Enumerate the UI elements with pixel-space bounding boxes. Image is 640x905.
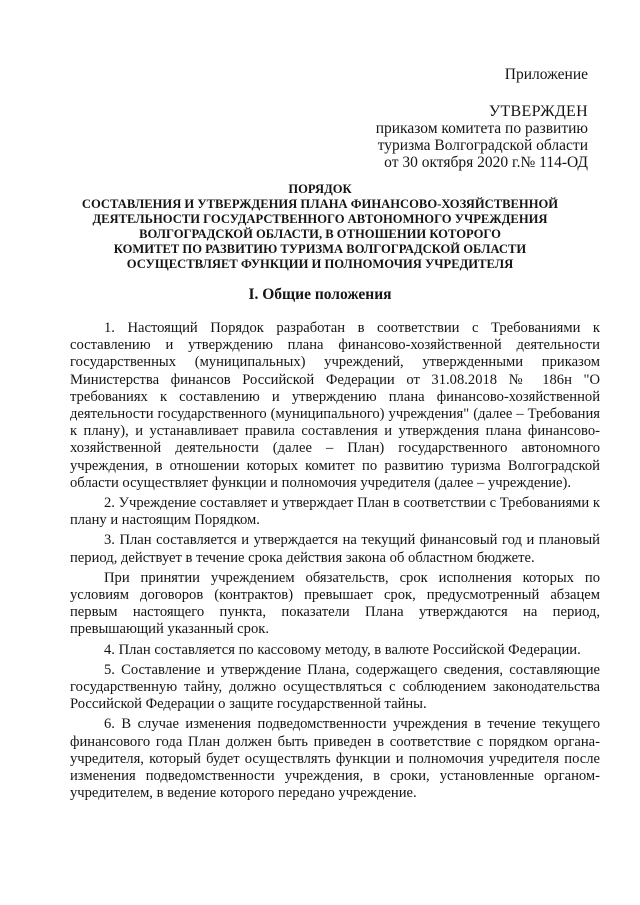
paragraph-3: 3. План составляется и утверждается на текущий финансовый год и плановый период, действует в течение срока действия закона об областном бюджете. (70, 532, 600, 566)
paragraph-2: 2. Учреждение составляет и утверждает План в соответствии с Требованиями к плану и настоящим Порядком. (70, 495, 600, 529)
section-heading: I. Общие положения (248, 286, 392, 303)
paragraph-3-continued: При принятии учреждением обязательств, срок исполнения которых по условиям договоров (контрактов) превышает срок, предусмотренный абзацем первым настоящего пункта, показатели Плана утверждаются на период, превышающий указанный срок. (70, 569, 600, 638)
title-line: ОСУЩЕСТВЛЯЕТ ФУНКЦИИ И ПОЛНОМОЧИЯ УЧРЕДИТЕЛЯ (126, 257, 514, 271)
title-line: ПОРЯДОК (288, 182, 352, 196)
approved-heading: УТВЕРЖДЕН (488, 103, 588, 120)
title-line: СОСТАВЛЕНИЯ И УТВЕРЖДЕНИЯ ПЛАНА ФИНАНСОВО-ХОЗЯЙСТВЕННОЙ (81, 197, 559, 211)
approval-stamp-block (376, 103, 588, 171)
appendix-text: Приложение (504, 66, 588, 83)
approval-order-line-1: приказом комитета по развитию (375, 120, 588, 137)
paragraph-4: 4. План составляется по кассовому методу, в валюте Российской Федерации. (104, 641, 581, 658)
paragraph-5: 5. Составление и утверждение Плана, содержащего сведения, составляющие государственную тайну, должно осуществляться с соблюдением законодательства Российской Федерации о защите государственной тайны. (70, 661, 600, 713)
appendix-label (505, 66, 588, 83)
document-title (60, 182, 580, 272)
document-body (70, 320, 600, 805)
approval-order-line-2: туризма Волгоградской области (377, 137, 588, 154)
title-line: ДЕЯТЕЛЬНОСТИ ГОСУДАРСТВЕННОГО АВТОНОМНОГО УЧРЕЖДЕНИЯ (92, 212, 548, 226)
paragraph-1: 1. Настоящий Порядок разработан в соответствии с Требованиями к составлению и утверждению плана финансово-хозяйственной деятельности государственных (муниципальных) учреждений, утвержденными приказом Министерства финансов Российской Федерации от 31.08.2018 № 186н "О требованиях к составлению и утверждению плана финансово-хозяйственной деятельности государственного (муниципального) учреждения" (далее – Требования к плану), и устанавливает правила составления и утверждения плана финансово-хозяйственной деятельности (далее – План) государственного автономного учреждения, в отношении которых комитет по развитию туризма Волгоградской области осуществляет функции и полномочия учредителя (далее – учреждение). (70, 320, 600, 491)
title-line: ВОЛГОГРАДСКОЙ ОБЛАСТИ, В ОТНОШЕНИИ КОТОРОГО (139, 227, 501, 241)
paragraph-6: 6. В случае изменения подведомственности учреждения в течение текущего финансового года План должен быть приведен в соответствие с порядком органа-учредителя, который будет осуществлять функции и полномочия учредителя после изменения подведомственности учреждения, в сроки, установленные органом-учредителем, в ведение которого передано учреждение. (70, 716, 600, 802)
approval-order-date: от 30 октября 2020 г.№ 114-ОД (384, 154, 588, 171)
title-line: КОМИТЕТ ПО РАЗВИТИЮ ТУРИЗМА ВОЛГОГРАДСКОЙ ОБЛАСТИ (113, 242, 527, 256)
